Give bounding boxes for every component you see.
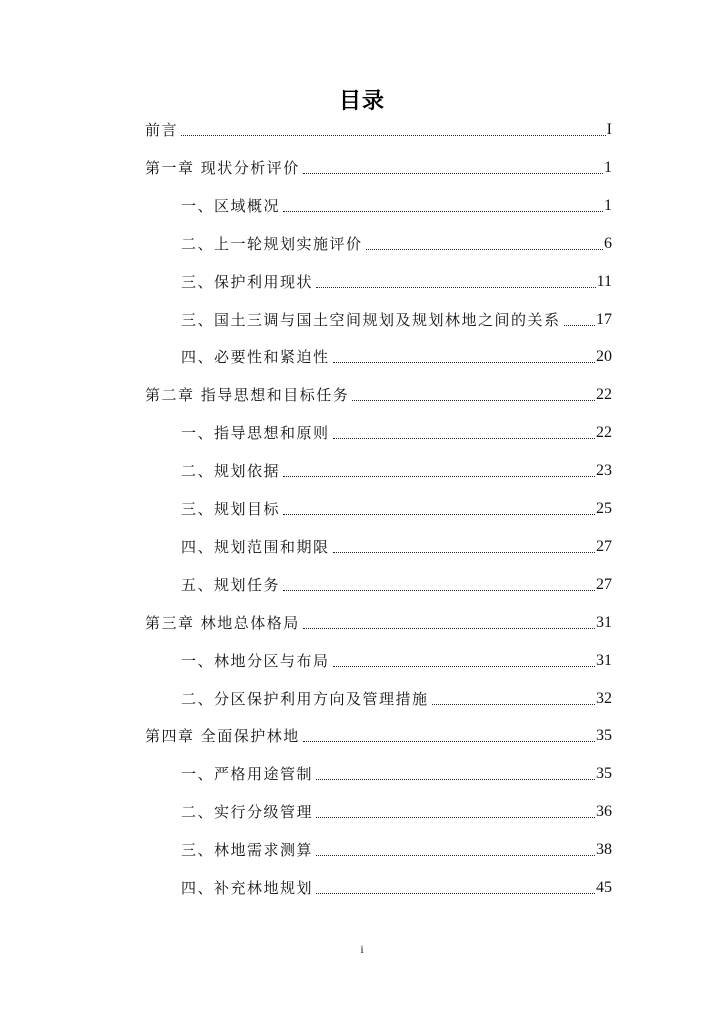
toc-entry-label: 第四章 全面保护林地 <box>145 727 300 746</box>
toc-entry-page-number: 17 <box>596 310 612 328</box>
toc-entry-page-number: 45 <box>596 879 612 896</box>
toc-entry[interactable] <box>181 458 612 484</box>
toc-entry[interactable] <box>181 799 612 825</box>
toc-entry-page-number: 31 <box>596 613 612 631</box>
toc-dot-leader <box>181 135 606 136</box>
toc-dot-leader <box>333 552 595 553</box>
toc-entry[interactable] <box>181 269 612 295</box>
toc-entry-label: 二、规划依据 <box>181 462 281 481</box>
toc-dot-leader <box>303 741 595 742</box>
toc-entry[interactable] <box>145 723 612 749</box>
toc-entry[interactable] <box>145 382 612 408</box>
toc-entry[interactable] <box>181 761 612 787</box>
toc-dot-leader <box>283 514 595 515</box>
toc-entry-label: 三、国土三调与国土空间规划及规划林地之间的关系 <box>181 310 561 329</box>
toc-entry-label: 三、保护利用现状 <box>181 272 314 291</box>
toc-entry-label: 三、林地需求测算 <box>181 841 314 860</box>
toc-entry[interactable] <box>181 496 612 522</box>
toc-dot-leader <box>283 476 595 477</box>
toc-entry-label: 二、实行分级管理 <box>181 803 314 822</box>
toc-entry[interactable] <box>181 344 612 370</box>
toc-entry-page-number: 31 <box>596 651 612 669</box>
toc-entry-label: 二、上一轮规划实施评价 <box>181 234 363 253</box>
toc-entry[interactable] <box>145 117 612 143</box>
toc-entry-page-number: 23 <box>596 462 612 480</box>
toc-entry-label: 三、规划目标 <box>181 500 281 518</box>
toc-entry[interactable] <box>145 610 612 636</box>
toc-entry-label: 四、补充林地规划 <box>181 879 314 897</box>
toc-dot-leader <box>316 817 595 818</box>
toc-entry-label: 四、规划范围和期限 <box>181 537 330 556</box>
toc-dot-leader <box>283 211 603 212</box>
toc-entry-label: 第一章 现状分析评价 <box>145 158 300 177</box>
toc-entry[interactable] <box>181 231 612 257</box>
toc-dot-leader <box>303 173 603 174</box>
toc-entry[interactable] <box>181 837 612 863</box>
toc-dot-leader <box>366 249 603 250</box>
toc-entry-label: 二、分区保护利用方向及管理措施 <box>181 689 429 708</box>
toc-dot-leader <box>316 779 595 780</box>
toc-dot-leader <box>316 287 596 288</box>
page-title: 目录 <box>338 89 385 114</box>
toc-dot-leader <box>333 362 595 363</box>
toc-dot-leader <box>564 325 595 326</box>
toc-dot-leader <box>316 855 595 856</box>
toc-entry-page-number: 1 <box>604 196 612 214</box>
toc-entry-label: 一、林地分区与布局 <box>181 651 330 670</box>
toc-entry-page-number: 6 <box>604 234 612 252</box>
toc-dot-leader <box>333 438 595 439</box>
toc-entry-page-number: 27 <box>596 575 612 593</box>
toc-dot-leader <box>333 666 595 667</box>
toc-dot-leader <box>352 400 595 401</box>
toc-entry[interactable] <box>181 420 612 446</box>
toc-entry-label: 五、规划任务 <box>181 575 281 594</box>
toc-entry-page-number: 25 <box>596 500 612 517</box>
toc-entry-page-number: 20 <box>596 348 612 366</box>
toc-entry-label: 一、区域概况 <box>181 196 281 215</box>
toc-entry-page-number: 35 <box>596 765 612 783</box>
toc-entry-page-number: 27 <box>596 537 612 555</box>
toc-dot-leader <box>303 628 595 629</box>
toc-entry[interactable] <box>181 648 612 674</box>
toc-entry-page-number: 38 <box>596 841 612 859</box>
toc-entry-page-number: 36 <box>596 803 612 821</box>
toc-entry[interactable] <box>181 686 612 712</box>
toc-entry[interactable] <box>181 572 612 598</box>
toc-entry-label: 前言 <box>145 121 179 139</box>
toc-dot-leader <box>432 704 595 705</box>
toc-entry[interactable] <box>181 307 612 333</box>
toc-entry[interactable] <box>181 875 612 901</box>
toc-entry[interactable] <box>181 534 612 560</box>
toc-entry-page-number: 11 <box>596 272 612 290</box>
toc-dot-leader <box>283 590 595 591</box>
toc-entry-page-number: 22 <box>596 424 612 442</box>
toc-entry-page-number: 22 <box>596 386 612 404</box>
toc-entry-label: 一、严格用途管制 <box>181 765 314 784</box>
toc-entry-label: 一、指导思想和原则 <box>181 424 330 443</box>
toc-entry-page-number: 32 <box>596 689 612 707</box>
footer-page-number: i <box>360 942 364 956</box>
toc-entry-page-number: 1 <box>604 158 612 176</box>
toc-entry-page-number: I <box>606 121 612 138</box>
toc-entry-page-number: 35 <box>596 727 612 745</box>
toc-entry-label: 第三章 林地总体格局 <box>145 613 300 632</box>
toc-entry-label: 第二章 指导思想和目标任务 <box>145 386 350 405</box>
toc-entry-label: 四、必要性和紧迫性 <box>181 348 330 367</box>
toc-dot-leader <box>316 893 595 894</box>
toc-entry[interactable] <box>181 193 612 219</box>
toc-entry[interactable] <box>145 155 612 181</box>
